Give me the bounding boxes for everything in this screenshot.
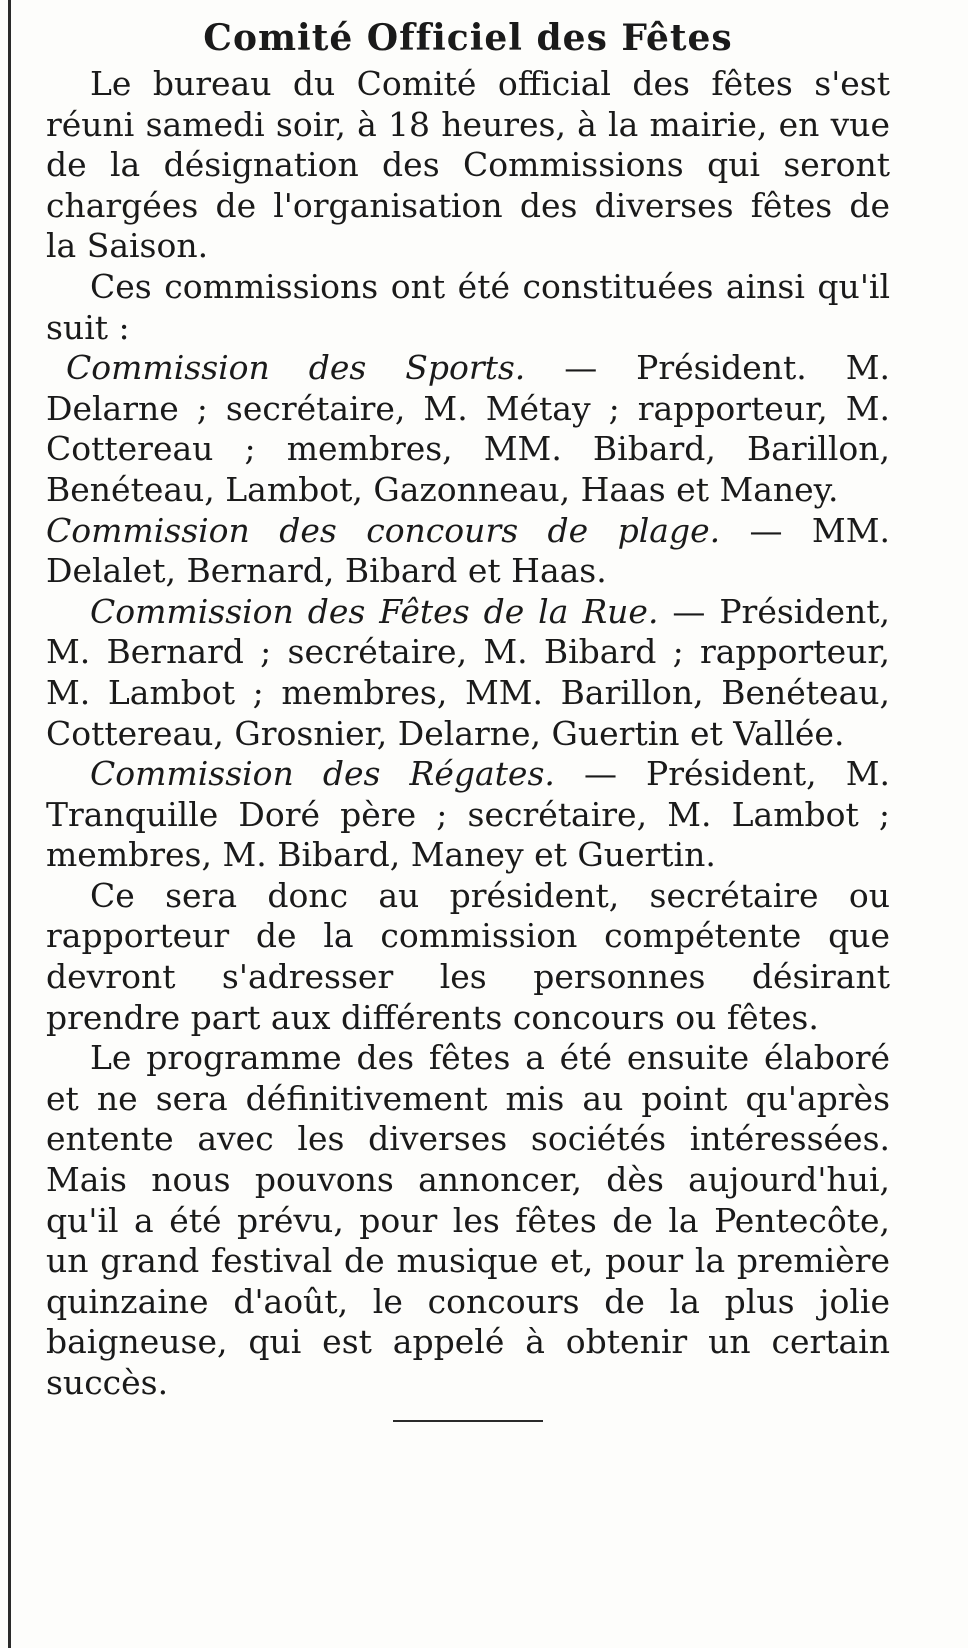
commission-street xyxy=(46,592,890,754)
commission-sports-members: — Président. M. Delarne ; secrétaire, M. Métay ; rapporteur, M. Cottereau ; membres, MM. Bibard, Barillon, Benéteau, Lambot, Gazonneau, Haas et Maney. xyxy=(46,348,890,509)
paragraph-meeting: Le bureau du Comité official des fêtes s'est réuni samedi soir, à 18 heures, à la mairie, en vue de la désignation des Commissions qui seront chargées de l'organisation des diverses fêtes de la Saison. xyxy=(46,64,890,266)
commission-regattas-members: — Président, M. Tranquille Doré père ; secrétaire, M. Lambot ; membres, M. Bibard, Maney et Guertin. xyxy=(46,754,890,875)
commission-regattas xyxy=(46,754,890,876)
paragraph-programme: Le programme des fêtes a été ensuite élaboré et ne sera définitivement mis au point qu'après entente avec les diverses sociétés intéressées. Mais nous pouvons annoncer, dès aujourd'hui, qu'il a été prévu, pour les fêtes de la Pentecôte, un grand festival de musique et, pour la première quinzaine d'août, le concours de la plus jolie baigneuse, qui est appelé à obtenir un certain succès. xyxy=(46,1038,890,1402)
commission-sports-name: Commission des Sports. xyxy=(66,348,526,388)
paragraph-constitution: Ces commissions ont été constituées ainsi qu'il suit : xyxy=(46,266,890,347)
commission-beach-name: Commission des concours de plage. xyxy=(46,510,721,550)
commission-sports xyxy=(46,348,890,510)
paragraph-contact: Ce sera donc au président, secrétaire ou rapporteur de la commission compétente que devront s'adresser les personnes désirant prendre part aux différents concours ou fêtes. xyxy=(46,875,890,1037)
column-rule xyxy=(8,0,11,1648)
end-rule xyxy=(393,1420,543,1422)
commission-street-members: — Président, M. Bernard ; secrétaire, M. Bibard ; rapporteur, M. Lambot ; membres, MM. Barillon, Benéteau, Cottereau, Grosnier, Delarne, Guertin et Vallée. xyxy=(46,591,890,753)
article-title: Comité Officiel des Fêtes xyxy=(203,17,733,59)
commission-beach-members: — MM. Delalet, Bernard, Bibard et Haas. xyxy=(46,510,890,591)
commission-regattas-name: Commission des Régates. xyxy=(90,754,555,794)
article-column xyxy=(46,14,890,1422)
commission-street-name: Commission des Fêtes de la Rue. xyxy=(90,591,659,631)
commission-beach xyxy=(46,511,890,592)
